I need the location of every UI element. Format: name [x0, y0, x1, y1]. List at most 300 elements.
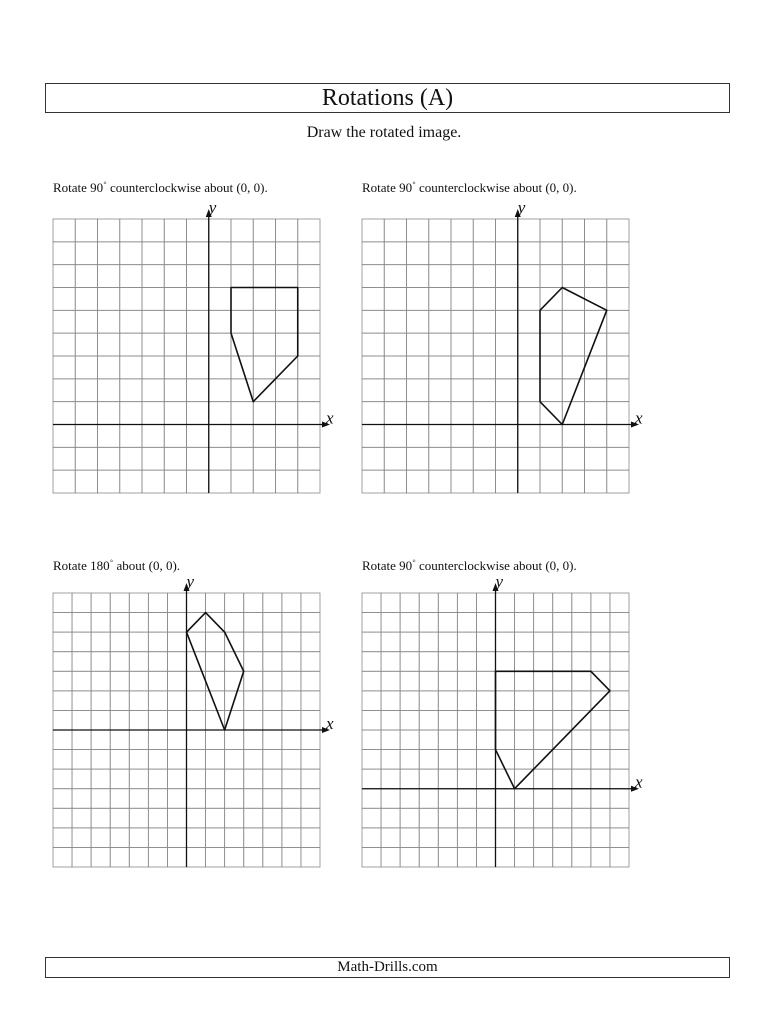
problem-4-grid[interactable]	[362, 572, 643, 867]
grid-cell	[591, 808, 610, 828]
grid-cell	[298, 447, 320, 470]
grid-cell	[110, 671, 129, 691]
grid-cell	[534, 652, 553, 672]
y-axis-label: y	[517, 198, 526, 217]
grid-cell	[362, 425, 384, 448]
grid-cell	[91, 691, 110, 711]
grid-cell	[164, 356, 186, 379]
grid-cell	[225, 789, 244, 809]
title-text: Rotations (A)	[321, 84, 454, 111]
grid-cell	[142, 402, 164, 425]
grid-cell	[129, 808, 148, 828]
grid-cell	[187, 425, 209, 448]
grid-cell	[53, 265, 75, 288]
grid-cell	[209, 333, 231, 356]
grid-cell	[187, 691, 206, 711]
grid-cell	[72, 593, 91, 613]
grid-cell	[98, 356, 120, 379]
grid-cell	[400, 710, 419, 730]
grid-cell	[53, 671, 72, 691]
grid-cell	[419, 671, 438, 691]
grid-cell	[148, 671, 167, 691]
grid-cell	[553, 847, 572, 867]
grid-cell	[298, 265, 320, 288]
grid-cell	[231, 402, 253, 425]
grid-cell	[362, 730, 381, 750]
grid-cell	[301, 710, 320, 730]
grid-cell	[496, 356, 518, 379]
grid-cell	[381, 730, 400, 750]
grid-cell	[225, 613, 244, 633]
grid-cell	[148, 652, 167, 672]
grid-cell	[206, 652, 225, 672]
grid-cell	[75, 447, 97, 470]
grid-cell	[607, 379, 629, 402]
grid-cell	[553, 671, 572, 691]
grid-cell	[553, 828, 572, 848]
grid-cell	[400, 769, 419, 789]
grid-cell	[187, 242, 209, 265]
grid-cell	[451, 265, 473, 288]
grid-cell	[585, 219, 607, 242]
grid-cell	[282, 652, 301, 672]
degree-symbol: ◦	[412, 556, 416, 567]
grid-cell	[253, 470, 275, 493]
grid-cell	[72, 847, 91, 867]
grid-cell	[419, 847, 438, 867]
grid-cell	[429, 447, 451, 470]
grid-cell	[451, 242, 473, 265]
grid-cell	[562, 265, 584, 288]
grid-cell	[53, 613, 72, 633]
grid-cell	[110, 652, 129, 672]
grid-cell	[518, 242, 540, 265]
grid-cell	[75, 333, 97, 356]
grid-cell	[253, 356, 275, 379]
grid-cell	[187, 710, 206, 730]
grid-cell	[53, 632, 72, 652]
grid-cell	[438, 710, 457, 730]
grid-cell	[534, 632, 553, 652]
grid-cell	[167, 769, 186, 789]
figure-polygon	[231, 288, 298, 402]
grid-cell	[110, 847, 129, 867]
grid-cell	[572, 828, 591, 848]
grid-cell	[225, 769, 244, 789]
grid-cell	[129, 730, 148, 750]
grid-cell	[187, 593, 206, 613]
grid-cell	[476, 691, 495, 711]
grid-cell	[263, 769, 282, 789]
grid-cell	[53, 593, 72, 613]
grid-cell	[225, 750, 244, 770]
grid-cell	[553, 808, 572, 828]
grid-cell	[585, 310, 607, 333]
grid-cell	[553, 769, 572, 789]
grid-cell	[572, 730, 591, 750]
grid-cell	[400, 613, 419, 633]
grid-cell	[164, 333, 186, 356]
grid-cell	[129, 671, 148, 691]
grid-cell	[457, 613, 476, 633]
grid-cell	[607, 425, 629, 448]
grid-cell	[419, 730, 438, 750]
grid-cell	[148, 828, 167, 848]
grid-cell	[110, 710, 129, 730]
grid-cell	[187, 310, 209, 333]
grid-cell	[75, 265, 97, 288]
grid-cell	[53, 710, 72, 730]
grid-cell	[362, 671, 381, 691]
grid-cell	[263, 613, 282, 633]
grid-cell	[148, 613, 167, 633]
grid-cell	[301, 847, 320, 867]
grid-cell	[400, 593, 419, 613]
grid-cell	[53, 470, 75, 493]
grid-cell	[496, 242, 518, 265]
instructions: Draw the rotated image.	[306, 124, 462, 141]
grid-cell	[438, 750, 457, 770]
grid-cell	[610, 847, 629, 867]
grid-cell	[120, 447, 142, 470]
problem-2-grid[interactable]	[362, 198, 643, 493]
grid-cell	[457, 710, 476, 730]
grid-cell	[384, 310, 406, 333]
grid-cell	[438, 652, 457, 672]
grid-cell	[53, 310, 75, 333]
grid-cell	[53, 789, 72, 809]
grid-cell	[91, 632, 110, 652]
grid-cell	[457, 789, 476, 809]
grid-cell	[384, 447, 406, 470]
grid-cell	[53, 356, 75, 379]
degree-symbol: ◦	[412, 178, 416, 189]
problem-1-prompt	[53, 178, 268, 196]
grid-cell	[142, 356, 164, 379]
grid-cell	[553, 789, 572, 809]
grid-cell	[451, 288, 473, 311]
grid-cell	[607, 470, 629, 493]
grid-cell	[282, 769, 301, 789]
grid-cell	[572, 789, 591, 809]
grid-cell	[206, 710, 225, 730]
grid-cell	[585, 447, 607, 470]
grid-cell	[301, 750, 320, 770]
grid-cell	[457, 828, 476, 848]
grid-cell	[429, 219, 451, 242]
grid-cell	[244, 652, 263, 672]
grid-cell	[231, 242, 253, 265]
grid-cell	[167, 789, 186, 809]
grid-cell	[164, 265, 186, 288]
grid-cell	[53, 425, 75, 448]
grid-cell	[53, 847, 72, 867]
grid-cell	[562, 242, 584, 265]
grid-cell	[381, 789, 400, 809]
grid-cell	[540, 379, 562, 402]
grid-cell	[585, 425, 607, 448]
grid-cell	[518, 288, 540, 311]
grid-cell	[225, 593, 244, 613]
grid-cell	[187, 470, 209, 493]
grid-cell	[610, 808, 629, 828]
grid-cell	[91, 808, 110, 828]
grid-cell	[496, 652, 515, 672]
grid-cell	[276, 219, 298, 242]
grid-cell	[301, 613, 320, 633]
grid-cell	[91, 710, 110, 730]
grid-cell	[562, 288, 584, 311]
grid-cell	[473, 402, 495, 425]
grid-cell	[142, 425, 164, 448]
grid-cell	[120, 310, 142, 333]
grid-cell	[429, 265, 451, 288]
grid-cell	[148, 847, 167, 867]
grid-cell	[518, 470, 540, 493]
grid-cell	[534, 828, 553, 848]
grid-cell	[110, 750, 129, 770]
grid-cell	[98, 402, 120, 425]
grid-cell	[400, 632, 419, 652]
grid-cell	[607, 356, 629, 379]
grid-cell	[515, 789, 534, 809]
grid-cell	[429, 310, 451, 333]
grid-cell	[98, 310, 120, 333]
grid-cell	[263, 750, 282, 770]
grid-cell	[362, 847, 381, 867]
grid-cell	[167, 593, 186, 613]
prompt-text-rest: counterclockwise about (0, 0).	[106, 180, 268, 195]
grid-cell	[148, 808, 167, 828]
grid-cell	[206, 847, 225, 867]
grid-cell	[142, 310, 164, 333]
grid-cell	[91, 828, 110, 848]
grid-cell	[496, 750, 515, 770]
grid-cell	[407, 333, 429, 356]
grid-cell	[476, 632, 495, 652]
grid-cell	[187, 288, 209, 311]
grid-cell	[298, 379, 320, 402]
grid-cell	[209, 402, 231, 425]
grid-cell	[282, 691, 301, 711]
grid-cell	[187, 402, 209, 425]
grid-cell	[515, 730, 534, 750]
footer-site: Math-Drills.com	[337, 959, 438, 975]
grid-cell	[451, 447, 473, 470]
grid-cell	[476, 828, 495, 848]
grid-cell	[553, 750, 572, 770]
grid-cell	[518, 379, 540, 402]
grid-cell	[381, 847, 400, 867]
grid-cell	[244, 750, 263, 770]
grid-cell	[534, 808, 553, 828]
grid-cell	[496, 769, 515, 789]
grid-cell	[129, 710, 148, 730]
grid-cell	[591, 613, 610, 633]
grid-cell	[553, 593, 572, 613]
grid-cell	[206, 808, 225, 828]
grid-cell	[515, 632, 534, 652]
grid-cell	[110, 632, 129, 652]
grid-cell	[53, 402, 75, 425]
grid-cell	[473, 379, 495, 402]
grid-cell	[129, 632, 148, 652]
grid-cell	[148, 730, 167, 750]
grid-cell	[496, 470, 518, 493]
grid-cell	[253, 402, 275, 425]
grid-cell	[164, 470, 186, 493]
grid-cell	[476, 789, 495, 809]
grid-cell	[225, 652, 244, 672]
grid-cell	[451, 219, 473, 242]
grid-cell	[276, 265, 298, 288]
grid-cell	[381, 750, 400, 770]
grid-cell	[540, 333, 562, 356]
grid-cell	[53, 730, 72, 750]
grid-cell	[231, 470, 253, 493]
grid-cell	[129, 652, 148, 672]
grid-cell	[110, 691, 129, 711]
grid-cell	[244, 671, 263, 691]
grid-cell	[473, 265, 495, 288]
grid-cell	[362, 265, 384, 288]
grid-cell	[209, 447, 231, 470]
grid-cell	[515, 652, 534, 672]
grid-cell	[110, 730, 129, 750]
grid-cell	[381, 593, 400, 613]
grid-cell	[209, 288, 231, 311]
grid-cell	[438, 789, 457, 809]
grid-cell	[610, 710, 629, 730]
degree-symbol: ◦	[103, 178, 107, 189]
grid-cell	[164, 219, 186, 242]
grid-cell	[607, 447, 629, 470]
grid-cell	[607, 402, 629, 425]
grid-cell	[534, 691, 553, 711]
grid-cell	[187, 847, 206, 867]
grid-cell	[451, 379, 473, 402]
grid-cell	[540, 265, 562, 288]
grid-cell	[476, 613, 495, 633]
problem-1-grid[interactable]	[53, 198, 334, 493]
grid-cell	[53, 333, 75, 356]
grid-cell	[129, 769, 148, 789]
grid-cell	[187, 333, 209, 356]
grid-cell	[496, 632, 515, 652]
grid-cell	[120, 425, 142, 448]
grid-cell	[167, 652, 186, 672]
grid-cell	[496, 333, 518, 356]
grid-cell	[362, 356, 384, 379]
grid-cell	[553, 691, 572, 711]
grid-cell	[225, 808, 244, 828]
grid-cell	[167, 632, 186, 652]
grid-cell	[610, 671, 629, 691]
grid-cell	[496, 447, 518, 470]
grid-cell	[451, 333, 473, 356]
grid-cell	[591, 710, 610, 730]
grid-cell	[572, 632, 591, 652]
grid-cell	[384, 379, 406, 402]
grid-cell	[362, 710, 381, 730]
grid-cell	[496, 847, 515, 867]
grid-cell	[167, 613, 186, 633]
grid-cell	[438, 847, 457, 867]
grid-cell	[225, 847, 244, 867]
grid-cell	[167, 691, 186, 711]
grid-cell	[75, 356, 97, 379]
grid-cell	[253, 219, 275, 242]
grid-cell	[562, 470, 584, 493]
grid-cell	[572, 613, 591, 633]
grid-cell	[244, 808, 263, 828]
grid-cell	[496, 808, 515, 828]
grid-cell	[518, 447, 540, 470]
grid-cell	[419, 593, 438, 613]
grid-cell	[362, 808, 381, 828]
grid-cell	[362, 379, 384, 402]
grid-cell	[148, 593, 167, 613]
grid-cell	[120, 356, 142, 379]
grid-cell	[518, 356, 540, 379]
grid-cell	[301, 828, 320, 848]
grid-cell	[244, 769, 263, 789]
grid-cell	[400, 730, 419, 750]
x-axis-label: x	[635, 772, 643, 792]
grid-cell	[225, 730, 244, 750]
grid-cell	[167, 828, 186, 848]
grid-cell	[298, 242, 320, 265]
grid-cell	[53, 769, 72, 789]
grid-cell	[610, 750, 629, 770]
grid-cell	[572, 593, 591, 613]
grid-cell	[400, 828, 419, 848]
grid-cell	[407, 425, 429, 448]
grid-cell	[515, 750, 534, 770]
grid-cell	[129, 691, 148, 711]
grid-cell	[301, 808, 320, 828]
problem-3-grid[interactable]	[53, 572, 334, 867]
grid-cell	[591, 847, 610, 867]
grid-cell	[438, 828, 457, 848]
grid-cell	[301, 652, 320, 672]
grid-cell	[298, 288, 320, 311]
grid-cell	[407, 470, 429, 493]
grid-cell	[301, 593, 320, 613]
grid-cell	[419, 769, 438, 789]
grid-cell	[129, 593, 148, 613]
grid-cell	[53, 808, 72, 828]
grid-cell	[362, 447, 384, 470]
grid-cell	[362, 789, 381, 809]
grid-cell	[148, 632, 167, 652]
grid-cell	[451, 402, 473, 425]
grid-cell	[301, 730, 320, 750]
grid-cell	[562, 447, 584, 470]
y-axis-label: y	[208, 198, 217, 217]
grid-cell	[187, 828, 206, 848]
grid-cell	[419, 828, 438, 848]
grid-cell	[429, 425, 451, 448]
grid-cell	[473, 242, 495, 265]
grid-cell	[164, 242, 186, 265]
grid-cell	[384, 288, 406, 311]
grid-cell	[244, 632, 263, 652]
grid-cell	[282, 808, 301, 828]
prompt-text: Rotate 180	[53, 558, 110, 573]
grid-cell	[142, 219, 164, 242]
grid-cell	[553, 632, 572, 652]
